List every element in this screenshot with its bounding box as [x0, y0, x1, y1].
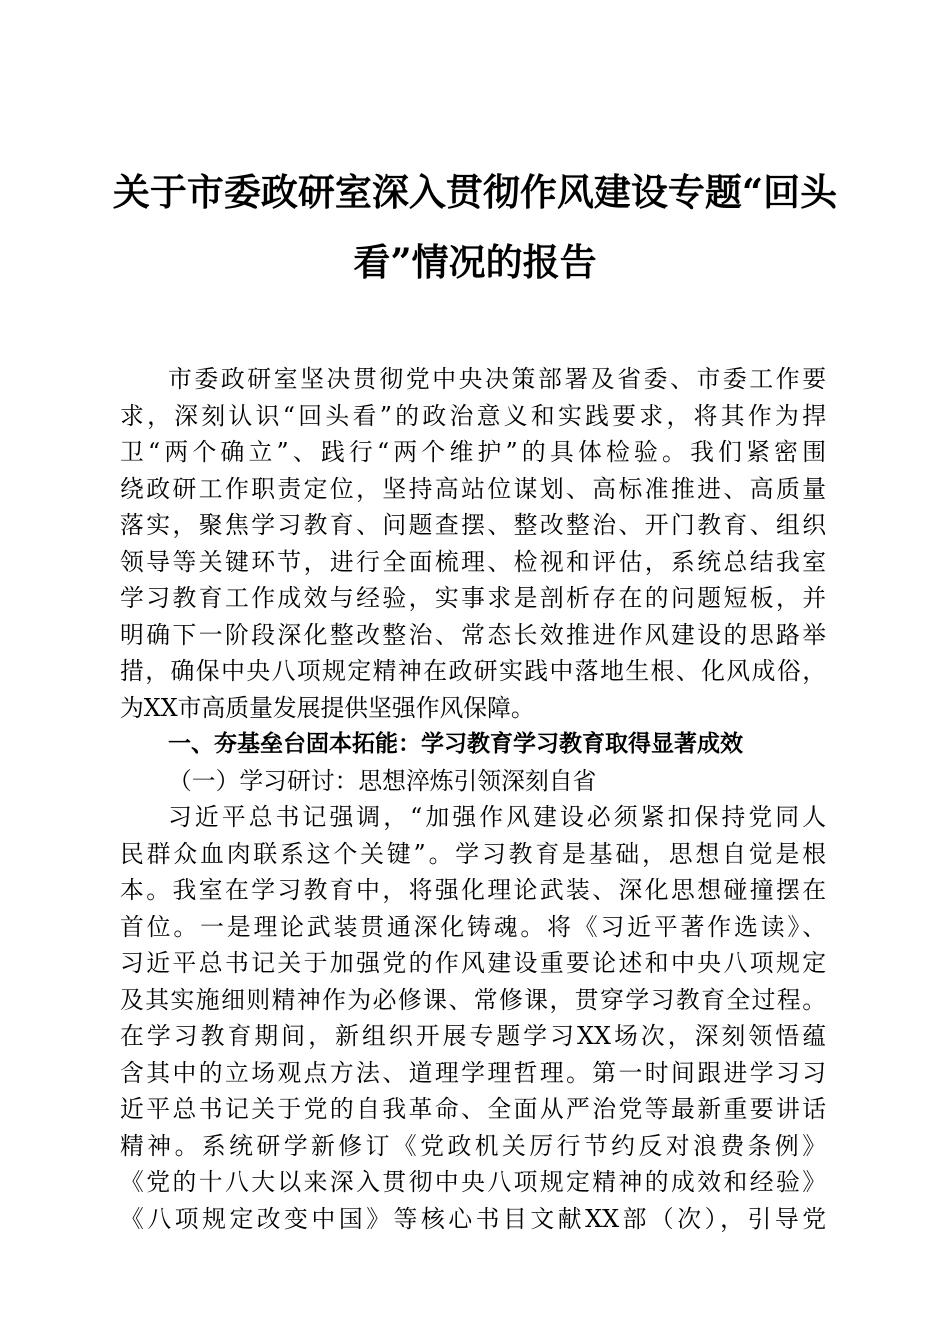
paragraph-line: 首位。一是理论武装贯通深化铸魂。将《习近平著作选读》、 — [120, 912, 826, 941]
paragraph-line: 明确下一阶段深化整改整治、常态长效推进作风建设的思路举 — [120, 620, 826, 649]
subsection-heading: （一）学习研讨：思想淬炼引领深刻自省 — [168, 766, 597, 795]
paragraph-line: 措，确保中央八项规定精神在政研实践中落地生根、化风成俗， — [120, 657, 826, 685]
paragraph-line: 为XX市高质量发展提供坚强作风保障。 — [120, 693, 535, 722]
paragraph-line: 学习教育工作成效与经验，实事求是剖析存在的问题短板，并 — [120, 584, 826, 612]
document-title-line-1: 关于市委政研室深入贯彻作风建设专题“回头 — [112, 170, 838, 214]
paragraph-line: 精神。系统研学新修订《党政机关厉行节约反对浪费条例》 — [120, 1131, 826, 1160]
document-body — [120, 361, 826, 1237]
paragraph-line: 落实，聚焦学习教育、问题查摆、整改整治、开门教育、组织 — [120, 511, 826, 539]
document-title-line-2: 看”情况的报告 — [353, 240, 597, 284]
section-heading: 一、夯基垒台固本拓能：学习教育学习教育取得显著成效 — [168, 731, 743, 757]
paragraph-line: 及其实施细则精神作为必修课、常修课，贯穿学习教育全过程。 — [120, 985, 826, 1014]
paragraph-line: 在学习教育期间，新组织开展专题学习XX场次，深刻领悟蕴 — [120, 1022, 826, 1050]
paragraph-line: 卫“两个确立”、践行“两个维护”的具体检验。我们紧密围 — [120, 438, 826, 466]
paragraph-line: 本。我室在学习教育中，将强化理论武装、深化思想碰撞摆在 — [120, 876, 826, 904]
paragraph-line: 习近平总书记强调，“加强作风建设必须紧扣保持党同人 — [168, 803, 826, 831]
paragraph-line: 求，深刻认识“回头看”的政治意义和实践要求，将其作为捍 — [120, 401, 826, 430]
paragraph-line: 《八项规定改变中国》等核心书目文献XX部（次），引导党 — [120, 1204, 826, 1233]
paragraph-line: 《党的十八大以来深入贯彻中央八项规定精神的成效和经验》 — [120, 1168, 826, 1196]
paragraph-line: 绕政研工作职责定位，坚持高站位谋划、高标准推进、高质量 — [120, 474, 826, 503]
paragraph-line: 习近平总书记关于加强党的作风建设重要论述和中央八项规定 — [120, 949, 826, 977]
paragraph-line: 民群众血肉联系这个关键”。学习教育是基础，思想自觉是根 — [120, 839, 826, 868]
paragraph-line: 市委政研室坚决贯彻党中央决策部署及省委、市委工作要 — [168, 365, 826, 393]
paragraph-line: 领导等关键环节，进行全面梳理、检视和评估，系统总结我室 — [120, 547, 826, 576]
paragraph-line: 含其中的立场观点方法、道理学理哲理。第一时间跟进学习习 — [120, 1058, 826, 1087]
paragraph-line: 近平总书记关于党的自我革命、全面从严治党等最新重要讲话 — [120, 1095, 826, 1123]
